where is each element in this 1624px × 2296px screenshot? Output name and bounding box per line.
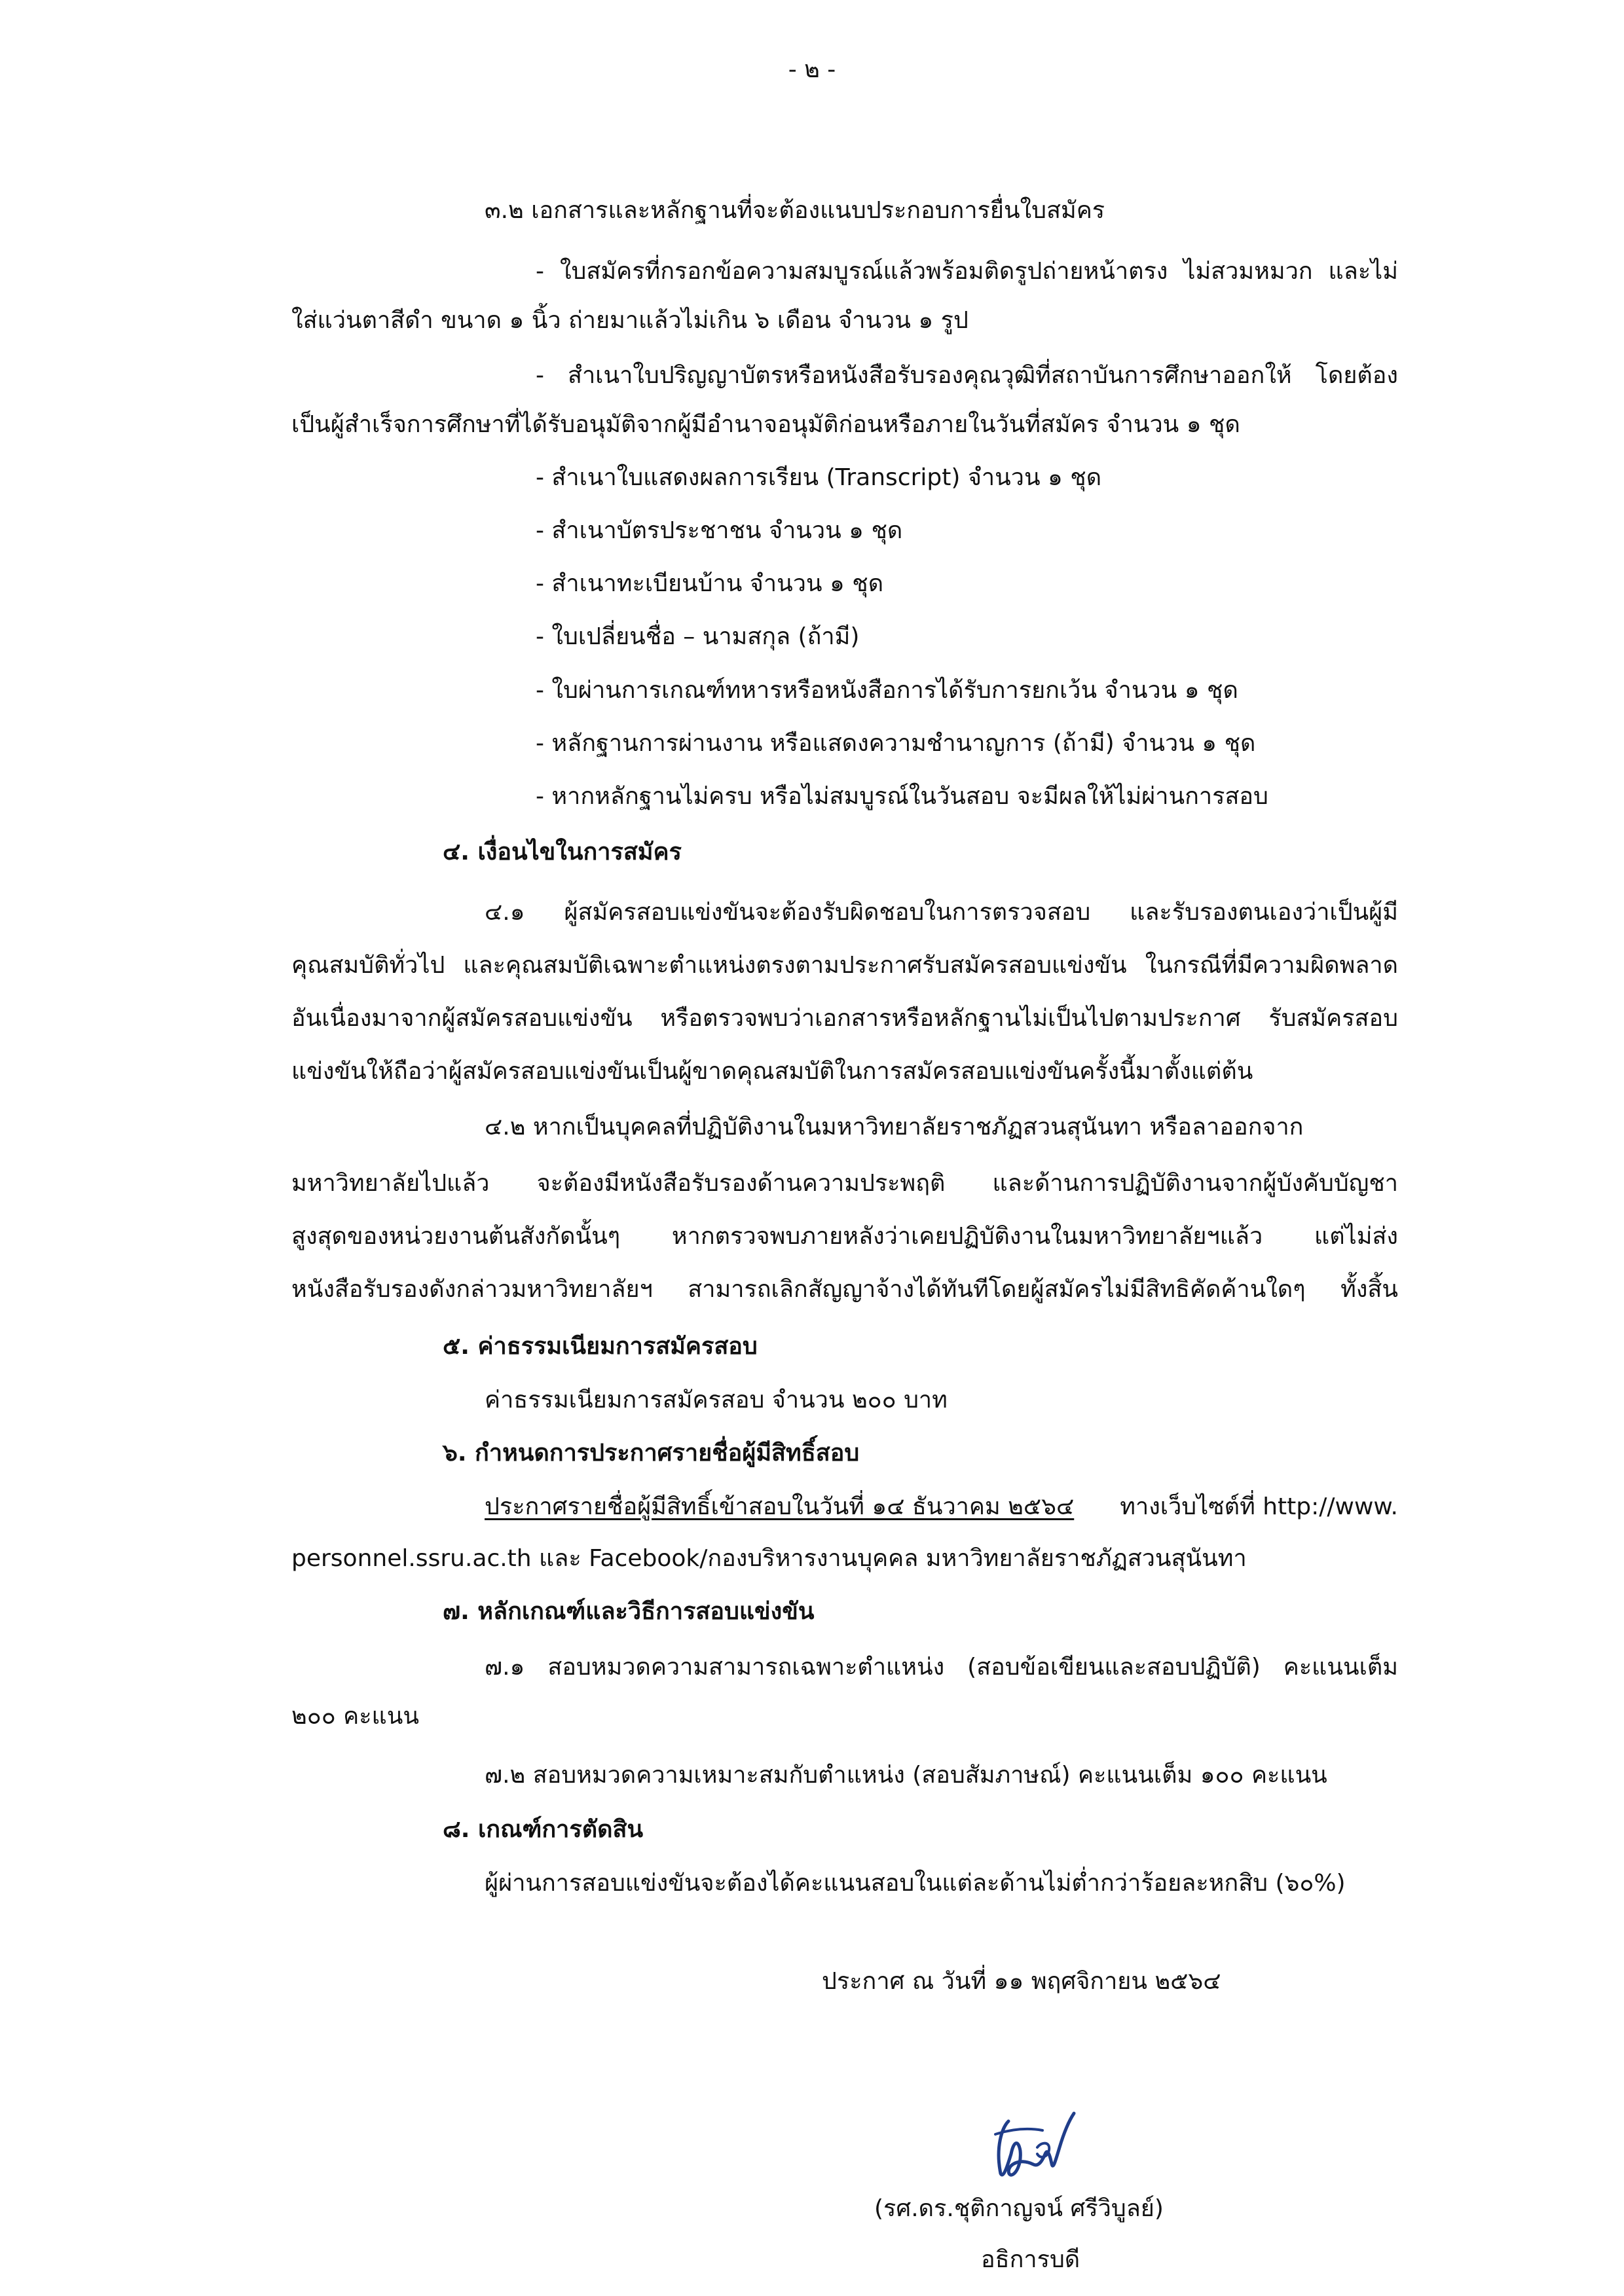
section-6-heading: ๖. กำหนดการประกาศรายชื่อผู้มีสิทธิ์สอบ xyxy=(443,1440,860,1467)
section-5-heading: ๕. ค่าธรรมเนียมการสมัครสอบ xyxy=(443,1333,758,1360)
doc-item-photo-line2: ใส่แว่นตาสีดำ ขนาด ๑ นิ้ว ถ่ายมาแล้วไม่เกิน ๖ เดือน จำนวน ๑ รูป xyxy=(291,307,969,334)
section-6-line2: personnel.ssru.ac.th และ Facebook/กองบริหารงานบุคคล มหาวิทยาลัยราชภัฏสวนสุนันทา xyxy=(291,1545,1247,1572)
section-3-2-heading: ๓.๒ เอกสารและหลักฐานที่จะต้องแนบประกอบการยื่นใบสมัคร xyxy=(485,197,1105,224)
section-4-1-line4: แข่งขันให้ถือว่าผู้สมัครสอบแข่งขันเป็นผู้ขาดคุณสมบัติในการสมัครสอบแข่งขันครั้งนี้มาตั้งแต่ต้น xyxy=(291,1058,1253,1085)
doc-item-house-registration: - สำเนาทะเบียนบ้าน จำนวน ๑ ชุด xyxy=(536,570,884,597)
doc-item-photo-line1: - ใบสมัครที่กรอกข้อความสมบูรณ์แล้วพร้อมติดรูปถ่ายหน้าตรง ไม่สวมหมวก และไม่ xyxy=(536,258,1398,285)
announcement-date: ประกาศ ณ วันที่ ๑๑ พฤศจิกายน ๒๕๖๔ xyxy=(822,1968,1221,1995)
section-7-heading: ๗. หลักเกณฑ์และวิธีการสอบแข่งขัน xyxy=(443,1598,815,1625)
handwritten-signature xyxy=(982,2102,1100,2187)
section-7-2: ๗.๒ สอบหมวดความเหมาะสมกับตำแหน่ง (สอบสัมภาษณ์) คะแนนเต็ม ๑๐๐ คะแนน xyxy=(485,1762,1327,1789)
section-7-1-line1: ๗.๑ สอบหมวดความสามารถเฉพาะตำแหน่ง (สอบข้อเขียนและสอบปฏิบัติ) คะแนนเต็ม xyxy=(485,1654,1398,1681)
doc-item-id-card: - สำเนาบัตรประชาชน จำนวน ๑ ชุด xyxy=(536,517,903,544)
section-5-fee: ค่าธรรมเนียมการสมัครสอบ จำนวน ๒๐๐ บาท xyxy=(485,1387,948,1413)
section-6-line1 xyxy=(485,1493,1398,1521)
section-4-1-line3: อันเนื่องมาจากผู้สมัครสอบแข่งขัน หรือตรวจพบว่าเอกสารหรือหลักฐานไม่เป็นไปตามประกาศ รับสมัครสอบ xyxy=(291,1005,1398,1032)
announcement-date-underlined: ประกาศรายชื่อผู้มีสิทธิ์เข้าสอบในวันที่ ๑๔ ธันวาคม ๒๕๖๔ xyxy=(485,1493,1075,1520)
doc-item-name-change: - ใบเปลี่ยนชื่อ – นามสกุล (ถ้ามี) xyxy=(536,623,860,650)
section-4-1-line1: ๔.๑ ผู้สมัครสอบแข่งขันจะต้องรับผิดชอบในการตรวจสอบ และรับรองตนเองว่าเป็นผู้มี xyxy=(485,899,1398,926)
doc-item-degree-line2: เป็นผู้สำเร็จการศึกษาที่ได้รับอนุมัติจากผู้มีอำนาจอนุมัติก่อนหรือภายในวันที่สมัคร จำนวน ๑ ชุด xyxy=(291,411,1240,438)
section-7-1-line2: ๒๐๐ คะแนน xyxy=(291,1703,419,1730)
doc-item-military: - ใบผ่านการเกณฑ์ทหารหรือหนังสือการได้รับการยกเว้น จำนวน ๑ ชุด xyxy=(536,677,1238,704)
section-8-heading: ๘. เกณฑ์การตัดสิน xyxy=(443,1816,644,1843)
doc-item-experience: - หลักฐานการผ่านงาน หรือแสดงความชำนาญการ (ถ้ามี) จำนวน ๑ ชุด xyxy=(536,730,1256,757)
doc-item-transcript: - สำเนาใบแสดงผลการเรียน (Transcript) จำนวน ๑ ชุด xyxy=(536,464,1102,491)
section-4-1-line2: คุณสมบัติทั่วไป และคุณสมบัติเฉพาะตำแหน่งตรงตามประกาศรับสมัครสอบแข่งขัน ในกรณีที่มีความผิดพลาด xyxy=(291,952,1398,979)
section-4-heading: ๔. เงื่อนไขในการสมัคร xyxy=(443,839,682,866)
section-4-2-line1: ๔.๒ หากเป็นบุคคลที่ปฏิบัติงานในมหาวิทยาลัยราชภัฏสวนสุนันทา หรือลาออกจาก xyxy=(485,1114,1304,1140)
signer-name: (รศ.ดร.ชุติกาญจน์ ศรีวิบูลย์) xyxy=(874,2195,1164,2222)
section-4-2-line3: สูงสุดของหน่วยงานต้นสังกัดนั้นๆ หากตรวจพบภายหลังว่าเคยปฏิบัติงานในมหาวิทยาลัยฯแล้ว แต่ไม่ส่ง xyxy=(291,1223,1398,1250)
signer-title: อธิการบดี xyxy=(981,2246,1080,2273)
doc-item-incomplete-warning: - หากหลักฐานไม่ครบ หรือไม่สมบูรณ์ในวันสอบ จะมีผลให้ไม่ผ่านการสอบ xyxy=(536,783,1268,810)
website-prefix: ทางเว็บไซต์ที่ http://www. xyxy=(1120,1493,1398,1520)
doc-item-degree-line1: - สำเนาใบปริญญาบัตรหรือหนังสือรับรองคุณวุฒิที่สถาบันการศึกษาออกให้ โดยต้อง xyxy=(536,362,1398,389)
section-4-2-line4: หนังสือรับรองดังกล่าวมหาวิทยาลัยฯ สามารถเลิกสัญญาจ้างได้ทันทีโดยผู้สมัครไม่มีสิทธิคัดค้านใดๆ ทั้งสิ้น xyxy=(291,1276,1398,1303)
page-number: - ๒ - xyxy=(788,56,836,83)
section-8-criteria: ผู้ผ่านการสอบแข่งขันจะต้องได้คะแนนสอบในแต่ละด้านไม่ต่ำกว่าร้อยละหกสิบ (๖๐%) xyxy=(485,1870,1346,1897)
section-4-2-line2: มหาวิทยาลัยไปแล้ว จะต้องมีหนังสือรับรองด้านความประพฤติ และด้านการปฏิบัติงานจากผู้บังคับบัญชา xyxy=(291,1170,1398,1197)
